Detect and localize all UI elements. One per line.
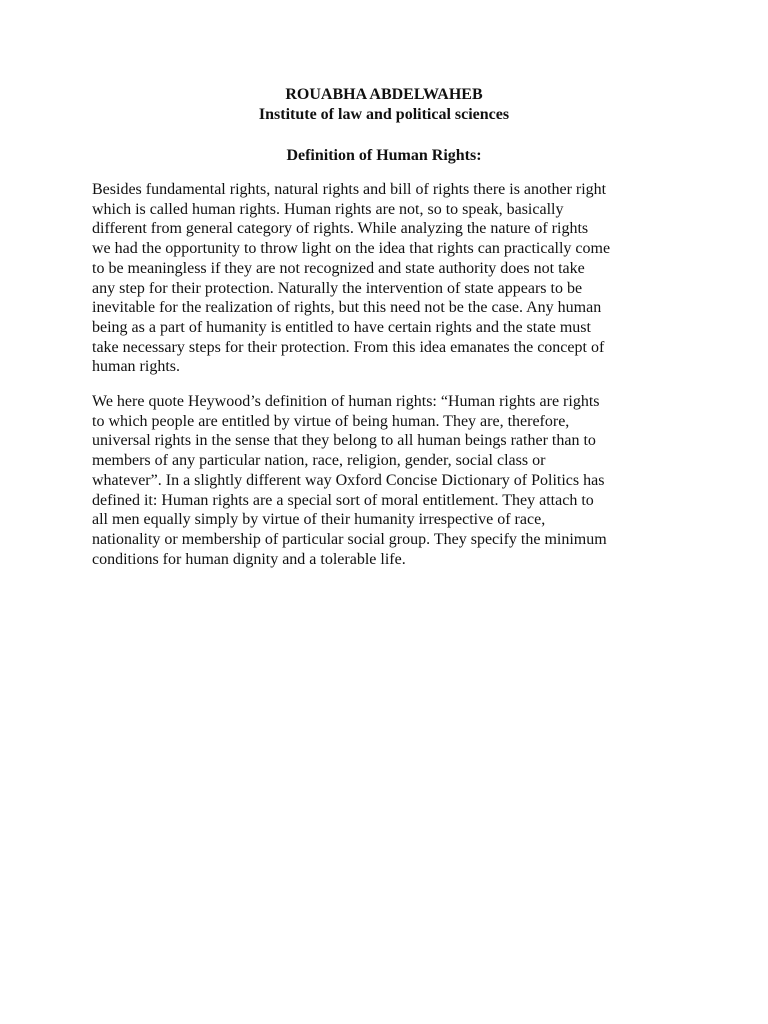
paragraph-line: defined it: Human rights are a special sort of moral entitlement. They attach to (92, 491, 594, 509)
paragraph-line: We here quote Heywood’s definition of human rights: “Human rights are rights (92, 393, 600, 410)
paragraph-line: nationality or membership of particular social group. They specify the minimum (92, 530, 607, 548)
paragraph-1 (92, 180, 692, 377)
paragraph-line: being as a part of humanity is entitled to have certain rights and the state must (92, 318, 591, 336)
paragraph-line: inevitable for the realization of rights, but this need not be the case. Any human (92, 299, 602, 317)
paragraph-line: all men equally simply by virtue of their humanity irrespective of race, (92, 511, 546, 529)
paragraph-line: we had the opportunity to throw light on the idea that rights can practically come (92, 240, 611, 258)
paragraph-line: to be meaningless if they are not recognized and state authority does not take (92, 259, 585, 277)
document-header (0, 85, 768, 125)
paragraph-line: Besides fundamental rights, natural rights and bill of rights there is another right (92, 181, 607, 198)
paragraph-2 (92, 392, 692, 569)
paragraph-line: which is called human rights. Human rights are not, so to speak, basically (92, 200, 564, 218)
section-title: Definition of Human Rights: (286, 147, 482, 164)
paragraph-line: to which people are entitled by virtue of being human. They are, therefore, (92, 412, 570, 430)
paragraph-line: different from general category of rights. While analyzing the nature of rights (92, 220, 589, 238)
author-name: ROUABHA ABDELWAHEB (285, 86, 483, 103)
institution-name: Institute of law and political sciences (258, 106, 510, 123)
paragraph-line: conditions for human dignity and a tolerable life. (92, 550, 406, 568)
paragraph-line: human rights. (92, 358, 180, 376)
paragraph-line: members of any particular nation, race, religion, gender, social class or (92, 452, 546, 470)
paragraph-line: universal rights in the sense that they belong to all human beings rather than to (92, 432, 596, 450)
paragraph-line: any step for their protection. Naturally the intervention of state appears to be (92, 279, 583, 297)
paragraph-line: whatever”. In a slightly different way Oxford Concise Dictionary of Politics has (92, 471, 605, 489)
paragraph-line: take necessary steps for their protection. From this idea emanates the concept of (92, 338, 605, 356)
